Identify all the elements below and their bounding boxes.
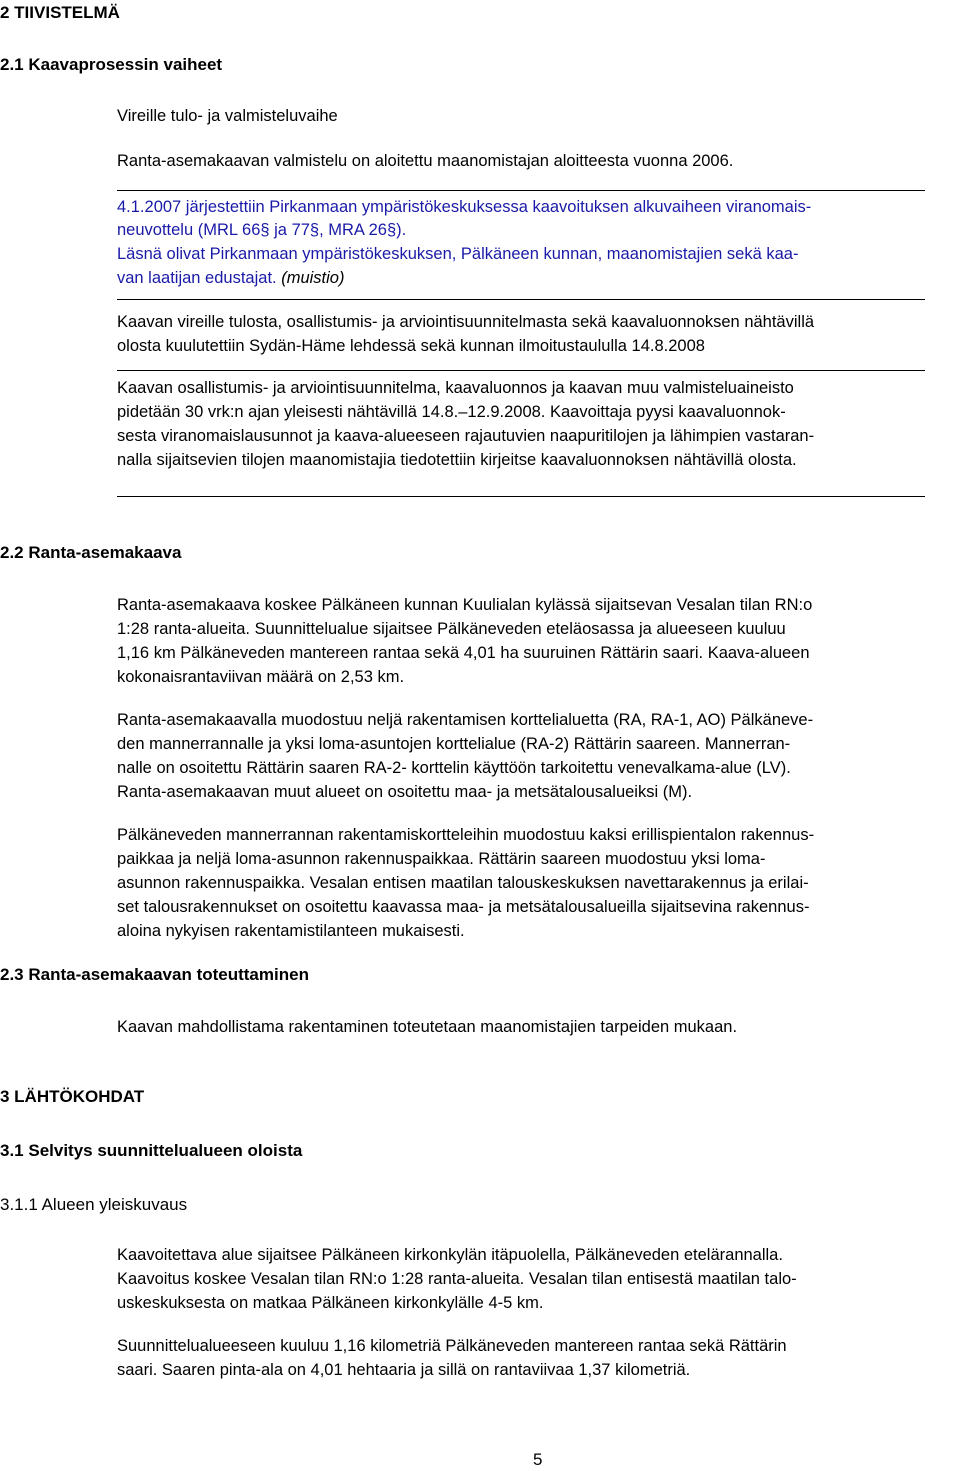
gen-p1-line-2: Kaavoitus koskee Vesalan tilan RN:o 1:28 ranta-alueita. Vesalan tilan entisestä maatilan talo-	[117, 1270, 797, 1288]
meeting-line-2	[117, 221, 406, 240]
ra-p3-line-5: aloina nykyisen rakentamistilanteen mukaisesti.	[117, 922, 465, 940]
ra-p1-line-1: Ranta-asemakaava koskee Pälkäneen kunnan Kuulialan kylässä sijaitsevan Vesalan tilan RN:o	[117, 596, 813, 614]
ra-p3-line-2: paikkaa ja neljä loma-asunnon rakennuspaikkaa. Rättärin saareen muodostuu yksi loma-	[117, 850, 766, 868]
divider	[117, 370, 925, 371]
ra-p3-line-3: asunnon rakennuspaikka. Vesalan entisen maatilan talouskeskuksen navettarakennus ja erilai-	[117, 874, 809, 892]
ra-p2-line-4: Ranta-asemakaavan muut alueet on osoitettu maa- ja metsätalousalueiksi (M).	[117, 783, 693, 801]
heading-3-1: 3.1 Selvitys suunnittelualueen oloista	[0, 1141, 303, 1160]
heading-2-2: 2.2 Ranta-asemakaava	[0, 543, 182, 562]
meeting-line-4-text: van laatijan edustajat.	[117, 269, 277, 287]
page-number: 5	[533, 1450, 543, 1469]
ra-p2-line-2: den mannerrannalle ja yksi loma-asuntojen korttelialue (RA-2) Rättärin saareen. Mannerran-	[117, 735, 791, 753]
phase-title: Vireille tulo- ja valmisteluvaihe	[117, 107, 338, 125]
ra-p3-line-4: set talousrakennukset on osoitettu kaavassa maa- ja metsätalousalueilla sijaitsevina rakennus-	[117, 898, 810, 916]
heading-2-1: 2.1 Kaavaprosessin vaiheet	[0, 55, 223, 74]
ra-p2-line-1: Ranta-asemakaavalla muodostuu neljä rakentamisen korttelialuetta (RA, RA-1, AO) Pälkäneve-	[117, 711, 814, 729]
ra-p1-line-4: kokonaisrantaviivan määrä on 2,53 km.	[117, 668, 405, 686]
memo-label: (muistio)	[281, 269, 345, 287]
exhibition-line-4: nalla sijaitsevien tilojen maanomistajia tiedotettiin kirjeitse kaavaluonnoksen nähtävillä olosta.	[117, 451, 797, 469]
announcement-line-1: Kaavan vireille tulosta, osallistumis- ja arviointisuunnitelmasta sekä kaavaluonnoksen nähtävillä	[117, 313, 815, 331]
heading-3-lahtokohdat: 3 LÄHTÖKOHDAT	[0, 1087, 145, 1106]
ra-p2-line-3: nalle on osoitettu Rättärin saaren RA-2- korttelin käyttöön tarkoitettu venevalkama-alue (LV).	[117, 759, 791, 777]
meeting-line-4	[117, 269, 344, 288]
gen-p1-line-1: Kaavoitettava alue sijaitsee Pälkäneen kirkonkylän itäpuolella, Pälkäneveden etelärannalla.	[117, 1246, 783, 1264]
divider	[117, 190, 925, 191]
meeting-line-3-text: Läsnä olivat Pirkanmaan ympäristökeskuksen, Pälkäneen kunnan, maanomistajien sekä kaa-	[117, 245, 799, 263]
ra-p1-line-2: 1:28 ranta-alueita. Suunnittelualue sijaitsee Pälkäneveden eteläosassa ja alueeseen kuuluu	[117, 620, 786, 638]
divider	[117, 299, 925, 300]
impl-text: Kaavan mahdollistama rakentaminen toteutetaan maanomistajien tarpeiden mukaan.	[117, 1018, 738, 1036]
meeting-line-1	[117, 198, 811, 217]
meeting-line-2-text: neuvottelu (MRL 66§ ja 77§, MRA 26§).	[117, 221, 407, 239]
exhibition-line-1: Kaavan osallistumis- ja arviointisuunnitelma, kaavaluonnos ja kaavan muu valmisteluaineisto	[117, 379, 794, 397]
heading-2-3: 2.3 Ranta-asemakaavan toteuttaminen	[0, 965, 309, 984]
meeting-line-3	[117, 245, 798, 264]
gen-p2-line-1: Suunnittelualueeseen kuuluu 1,16 kilometriä Pälkäneveden mantereen rantaa sekä Rättärin	[117, 1337, 787, 1355]
exhibition-line-3: sesta viranomaislausunnot ja kaava-alueeseen rajautuvien naapuritilojen ja lähimpien vastaran-	[117, 427, 815, 445]
exhibition-line-2: pidetään 30 vrk:n ajan yleisesti nähtävillä 14.8.–12.9.2008. Kaavoittaja pyysi kaavaluonnok-	[117, 403, 786, 421]
ra-p3-line-1: Pälkäneveden mannerrannan rakentamiskortteleihin muodostuu kaksi erillispientalon rakennus-	[117, 826, 815, 844]
meeting-line-1-text: 4.1.2007 järjestettiin Pirkanmaan ympäristökeskuksessa kaavoituksen alkuvaiheen viranomais-	[117, 198, 812, 216]
phase-intro: Ranta-asemakaavan valmistelu on aloitettu maanomistajan aloitteesta vuonna 2006.	[117, 152, 734, 170]
announcement-line-2: olosta kuulutettiin Sydän-Häme lehdessä sekä kunnan ilmoitustaululla 14.8.2008	[117, 337, 705, 355]
heading-2-tiivistelma: 2 TIIVISTELMÄ	[0, 3, 120, 22]
divider	[117, 496, 925, 497]
heading-3-1-1: 3.1.1 Alueen yleiskuvaus	[0, 1195, 188, 1214]
gen-p2-line-2: saari. Saaren pinta-ala on 4,01 hehtaaria ja sillä on rantaviivaa 1,37 kilometriä.	[117, 1361, 691, 1379]
gen-p1-line-3: uskeskuksesta on matkaa Pälkäneen kirkonkylälle 4-5 km.	[117, 1294, 544, 1312]
ra-p1-line-3: 1,16 km Pälkäneveden mantereen rantaa sekä 4,01 ha suuruinen Rättärin saari. Kaava-alueen	[117, 644, 810, 662]
